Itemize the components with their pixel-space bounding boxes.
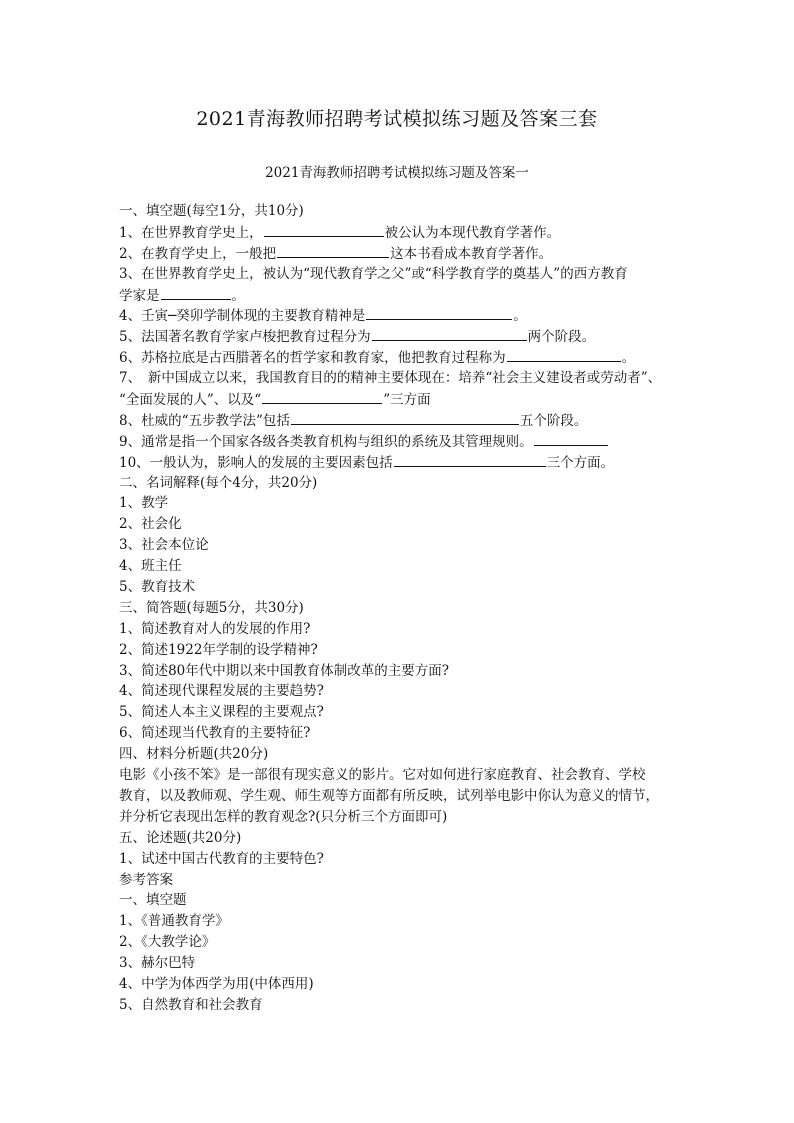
question-text: 被公认为本现代教育学著作。 xyxy=(384,224,561,241)
question-text: 4、壬寅─癸卯学制体现的主要教育精神是 xyxy=(119,308,366,325)
question-text: 两个阶段。 xyxy=(527,329,596,346)
question-fill-3-line2 xyxy=(119,285,679,306)
question-text: 。 xyxy=(621,350,636,367)
question-text: 9、通常是指一个国家各级各类教育机构与组织的系统及其管理规则。 xyxy=(119,433,533,450)
section-heading-essay: 五、论述题(共20分) xyxy=(119,829,242,846)
question-fill-6 xyxy=(119,347,679,368)
question-text: 2、在教育学史上，一般把 xyxy=(119,245,277,262)
answer-blank xyxy=(394,452,546,467)
list-item: 5、简述人本主义课程的主要观点? xyxy=(119,704,324,721)
answer-blank xyxy=(277,243,389,258)
question-text: 8、杜威的“五步教学法”包括 xyxy=(119,412,290,429)
answer-item: 1、《普通教育学》 xyxy=(119,913,229,930)
question-fill-10 xyxy=(119,452,679,473)
question-text: 五个阶段。 xyxy=(519,412,588,429)
document-subtitle: 2021青海教师招聘考试模拟练习题及答案一 xyxy=(265,165,529,181)
section-heading-terms: 二、名词解释(每个4分，共20分) xyxy=(119,474,318,491)
question-fill-7-line2 xyxy=(119,389,679,410)
question-fill-9 xyxy=(119,431,679,452)
answers-heading: 参考答案 xyxy=(119,871,173,888)
question-fill-7-line1: 7、 新中国成立以来，我国教育目的的精神主要体现在：培养“社会主义建设者或劳动者”、 xyxy=(119,370,662,387)
list-item: 4、简述现代课程发展的主要趋势? xyxy=(119,683,324,700)
answer-blank xyxy=(507,347,621,362)
question-text: “全面发展的人”、以及“ xyxy=(119,392,262,409)
answer-item: 4、中学为体西学为用(中体西用) xyxy=(119,975,314,992)
list-item: 2、社会化 xyxy=(119,516,182,533)
question-text: 这本书看成本教育学著作。 xyxy=(390,245,553,262)
answer-item: 5、自然教育和社会教育 xyxy=(119,996,263,1013)
answer-item: 3、赫尔巴特 xyxy=(119,955,196,972)
question-text: 三个方面。 xyxy=(546,454,615,471)
question-text: 1、在世界教育学史上， xyxy=(119,224,263,241)
list-item: 1、试述中国古代教育的主要特色? xyxy=(119,850,324,867)
document-title: 2021青海教师招聘考试模拟练习题及答案三套 xyxy=(196,108,598,130)
question-text: 5、法国著名教育学家卢梭把教育过程分为 xyxy=(119,329,371,346)
answer-blank xyxy=(291,410,519,425)
question-fill-3-line1: 3、在世界教育学史上，被认为“现代教育学之父”或“科学教育学的奠基人”的西方教育 xyxy=(119,265,628,282)
list-item: 1、简述教育对人的发展的作用? xyxy=(119,620,311,637)
question-fill-1 xyxy=(119,222,679,243)
list-item: 5、教育技术 xyxy=(119,579,196,596)
question-text: 10、一般认为，影响人的发展的主要因素包括 xyxy=(119,454,393,471)
section-heading-fill: 一、填空题(每空1分，共10分) xyxy=(119,203,304,219)
question-fill-8 xyxy=(119,410,679,431)
answer-blank xyxy=(366,305,512,320)
document-body xyxy=(119,201,679,1016)
list-item: 3、社会本位论 xyxy=(119,537,209,554)
answer-blank xyxy=(264,222,384,237)
question-text: 6、苏格拉底是古西腊著名的哲学家和教育家，他把教育过程称为 xyxy=(119,350,506,367)
question-text: 学家是 xyxy=(119,287,160,304)
answer-blank xyxy=(262,389,382,404)
question-fill-5 xyxy=(119,326,679,347)
list-item: 1、教学 xyxy=(119,495,169,512)
list-item: 3、简述80年代中期以来中国教育体制改革的主要方面? xyxy=(119,662,450,679)
section-heading-short: 三、简答题(每题5分，共30分) xyxy=(119,599,304,616)
question-text: ”三方面 xyxy=(383,392,431,409)
paragraph-line: 并分析它表现出怎样的教育观念?(只分析三个方面即可) xyxy=(119,808,448,825)
list-item: 6、简述现当代教育的主要特征? xyxy=(119,725,311,742)
answer-blank xyxy=(372,326,527,341)
question-text: 。 xyxy=(513,308,527,325)
list-item: 4、班主任 xyxy=(119,558,182,575)
answer-item: 2、《大教学论》 xyxy=(119,934,216,951)
list-item: 2、简述1922年学制的设学精神? xyxy=(119,641,318,658)
answer-blank xyxy=(534,431,608,446)
question-text: 。 xyxy=(231,287,245,304)
question-fill-2 xyxy=(119,243,679,264)
answers-subheading: 一、填空题 xyxy=(119,892,187,909)
paragraph-line: 教育，以及教师观、学生观、师生观等方面都有所反映，试列举电影中你认为意义的情节， xyxy=(119,787,659,804)
question-fill-4 xyxy=(119,305,679,326)
paragraph-line: 电影《小孩不笨》是一部很有现实意义的影片。它对如何进行家庭教育、社会教育、学校 xyxy=(119,767,646,784)
answer-blank xyxy=(161,285,231,300)
section-heading-material: 四、材料分析题(共20分) xyxy=(119,746,269,763)
